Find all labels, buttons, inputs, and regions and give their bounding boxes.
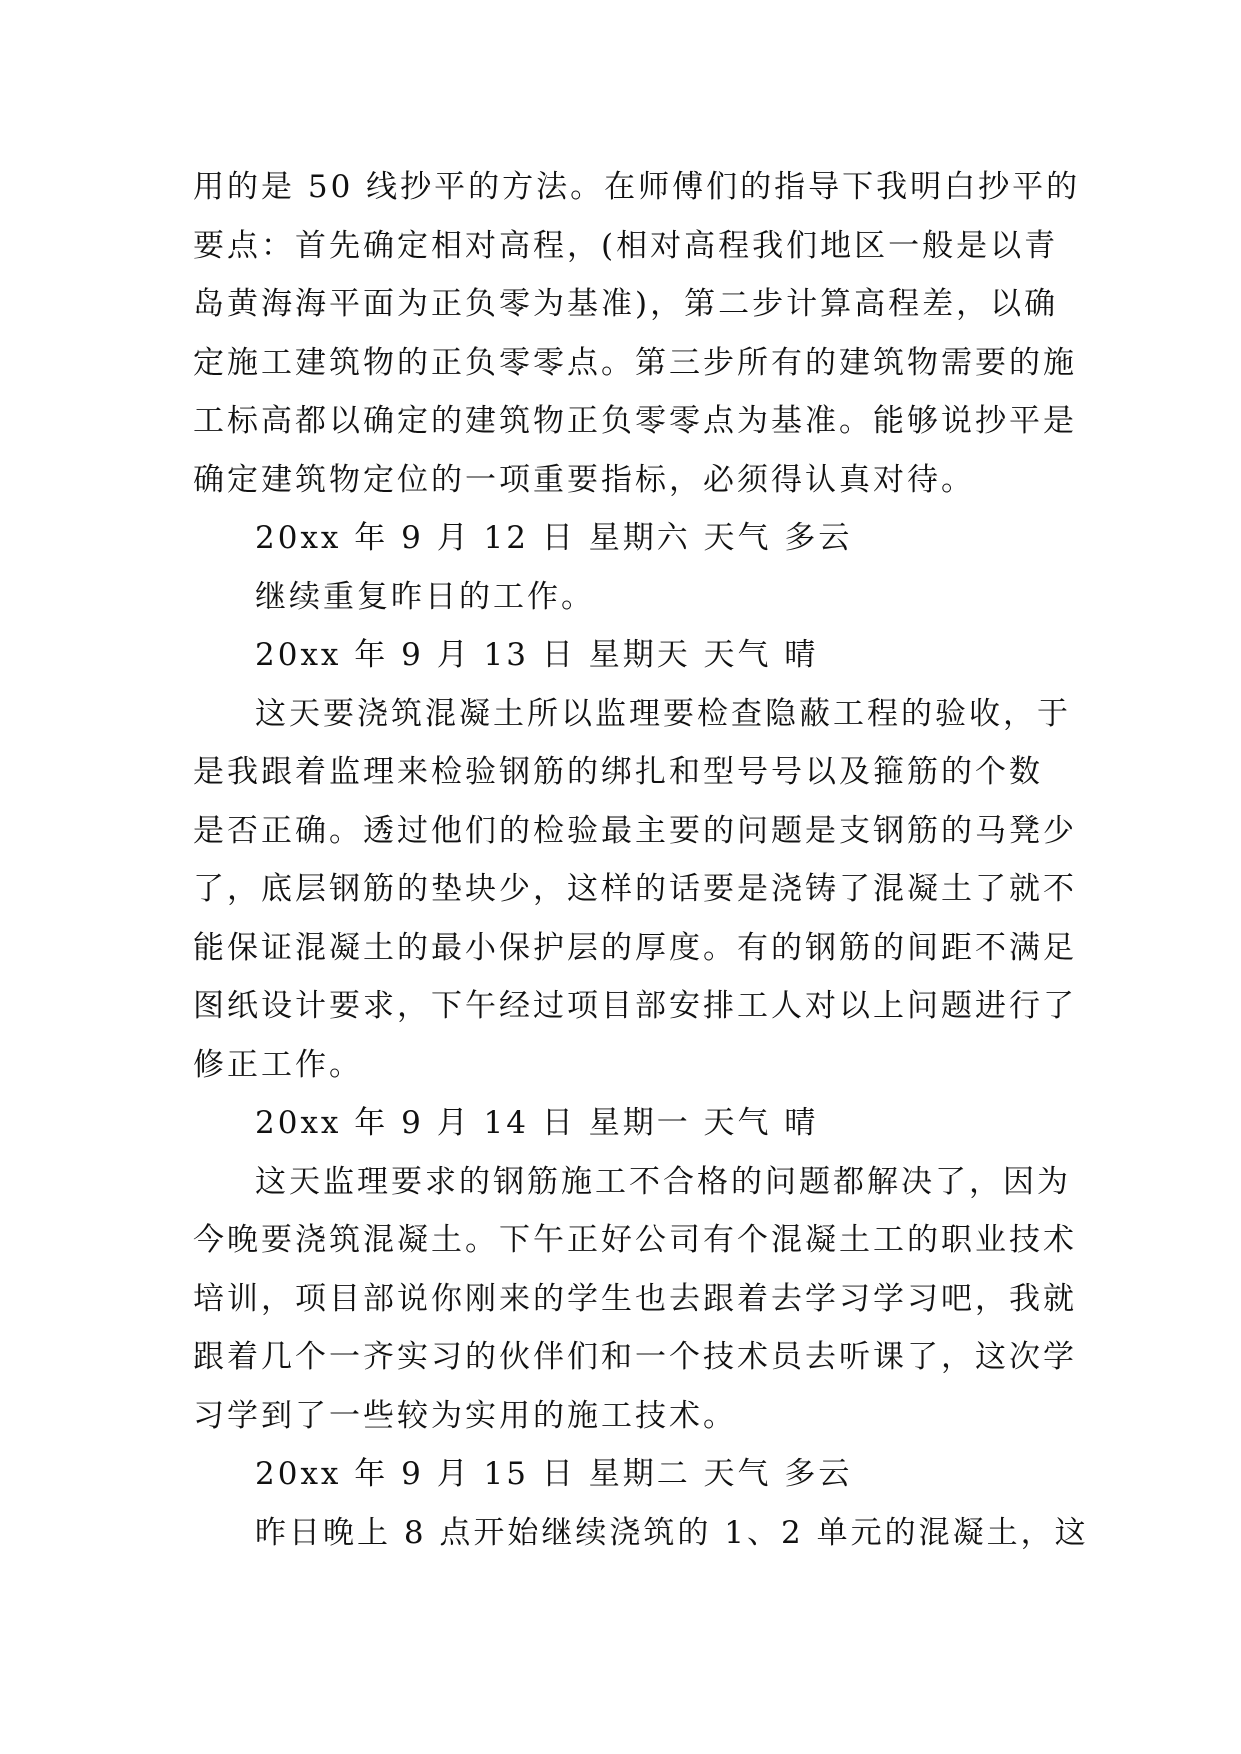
paragraph-leveling <box>193 158 1081 509</box>
entry-date-heading: 20xx 年 9 月 12 日 星期六 天气 多云 <box>255 520 853 556</box>
diary-entry-0913 <box>193 626 1077 1094</box>
diary-entry-0915 <box>193 1445 1089 1562</box>
text-line: 用的是 50 线抄平的方法。在师傅们的指导下我明白抄平的 <box>193 169 1081 205</box>
document-body <box>193 158 1089 1562</box>
text-line: 习学到了一些较为实用的施工技术。 <box>193 1397 737 1434</box>
text-line: 工标高都以确定的建筑物正负零零点为基准。能够说抄平是 <box>193 403 1077 439</box>
text-line: 是否正确。透过他们的检验最主要的问题是支钢筋的马凳少 <box>193 812 1077 849</box>
diary-entry-0912 <box>193 509 1049 626</box>
entry-text: 继续重复昨日的工作。 <box>255 578 595 615</box>
text-line: 是我跟着监理来检验钢筋的绑扎和型号号以及箍筋的个数 <box>193 754 1043 790</box>
text-line: 定施工建筑物的正负零零点。第三步所有的建筑物需要的施 <box>193 344 1077 381</box>
text-line: 岛黄海海平面为正负零为基准)，第二步计算高程差，以确 <box>193 286 1059 322</box>
text-line: 了，底层钢筋的垫块少，这样的话要是浇铸了混凝土了就不 <box>193 871 1077 907</box>
entry-date-heading: 20xx 年 9 月 15 日 星期二 天气 多云 <box>255 1456 853 1492</box>
text-line: 图纸设计要求，下午经过项目部安排工人对以上问题进行了 <box>193 988 1077 1024</box>
diary-entry-0914 <box>193 1094 1077 1445</box>
entry-date-heading: 20xx 年 9 月 14 日 星期一 天气 晴 <box>255 1105 819 1141</box>
text-line: 修正工作。 <box>193 1046 363 1083</box>
text-line: 培训，项目部说你刚来的学生也去跟着去学习学习吧，我就 <box>193 1280 1077 1317</box>
text-line: 跟着几个一齐实习的伙伴们和一个技术员去听课了，这次学 <box>193 1339 1077 1375</box>
text-line: 确定建筑物定位的一项重要指标，必须得认真对待。 <box>193 461 975 498</box>
text-line: 昨日晚上 8 点开始继续浇筑的 1、2 单元的混凝土，这 <box>255 1514 1089 1551</box>
entry-date-heading: 20xx 年 9 月 13 日 星期天 天气 晴 <box>255 637 819 673</box>
text-line: 这天监理要求的钢筋施工不合格的问题都解决了，因为 <box>255 1163 1071 1200</box>
text-line: 这天要浇筑混凝土所以监理要检查隐蔽工程的验收，于 <box>255 695 1071 732</box>
text-line: 今晚要浇筑混凝土。下午正好公司有个混凝土工的职业技术 <box>193 1222 1077 1258</box>
text-line: 要点：首先确定相对高程，(相对高程我们地区一般是以青 <box>193 227 1059 264</box>
text-line: 能保证混凝土的最小保护层的厚度。有的钢筋的间距不满足 <box>193 929 1077 966</box>
